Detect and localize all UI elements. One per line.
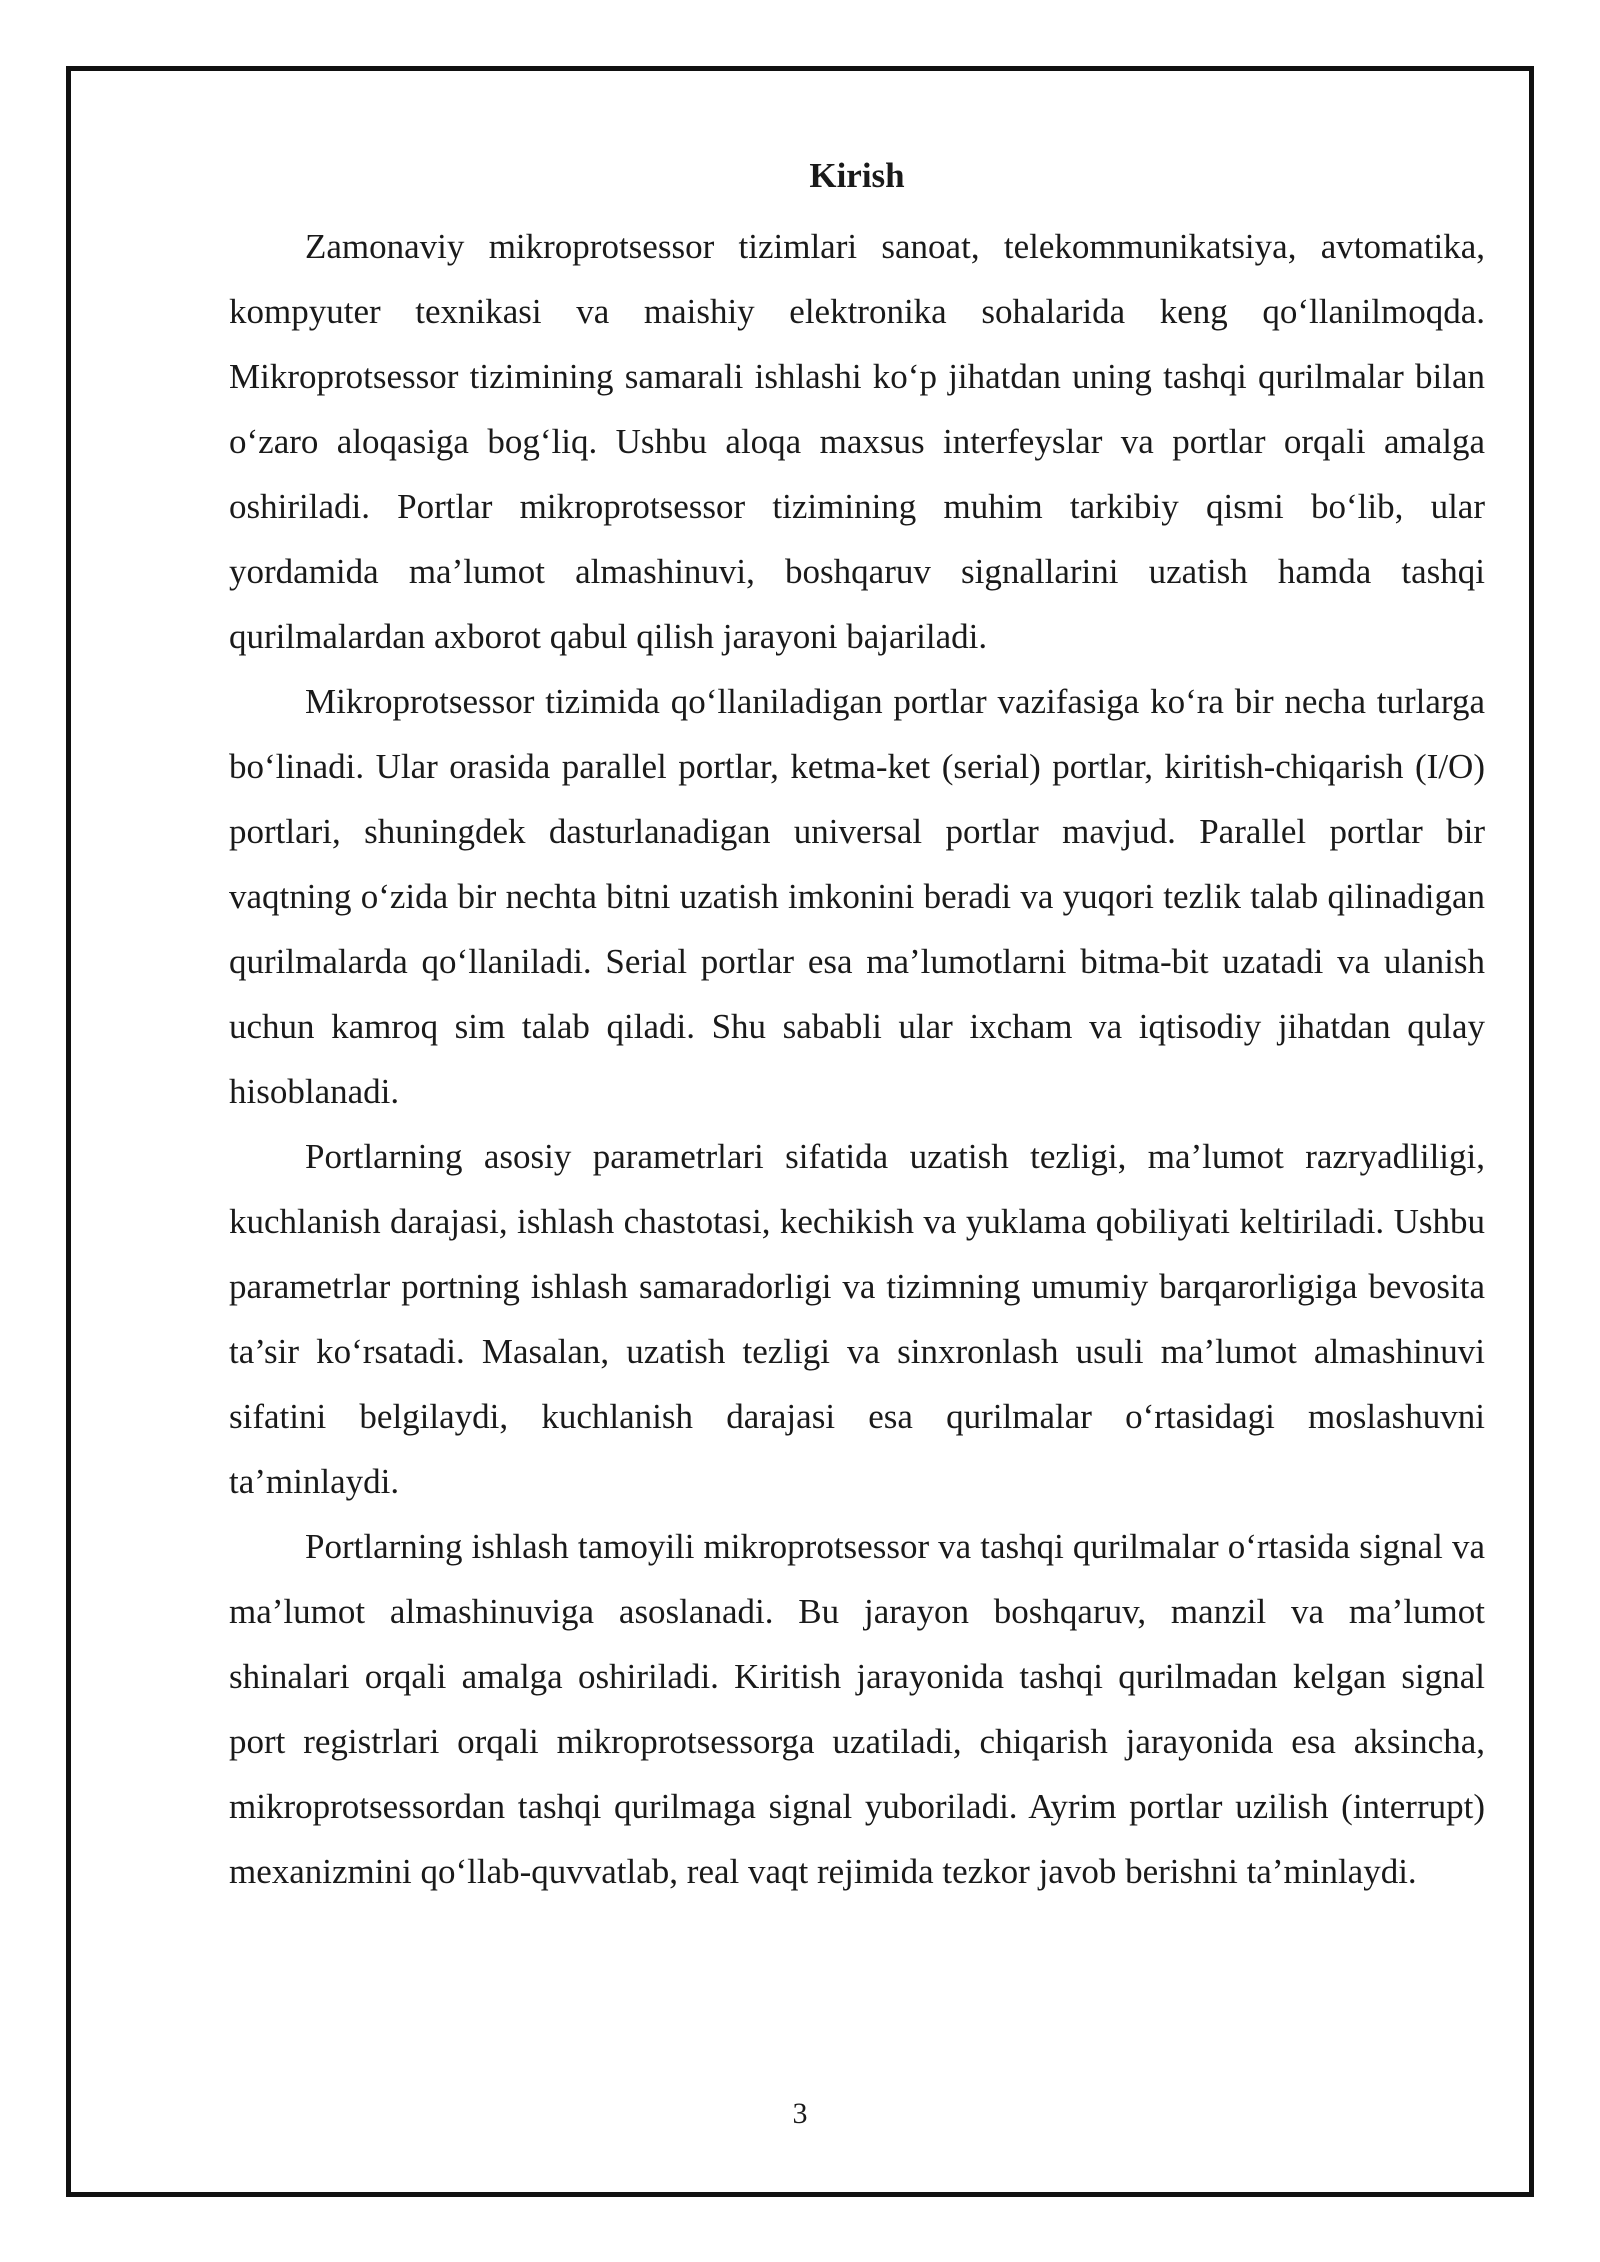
paragraph-4: Portlarning ishlash tamoyili mikroprotsessor va tashqi qurilmalar o‘rtasida signal va ma’lumot almashinuviga asoslanadi. Bu jarayon boshqaruv, manzil va ma’lumot shinalari orqali amalga oshiriladi. Kiritish jarayonida tashqi qurilmadan kelgan signal port registrlari orqali mikroprotsessorga uzatiladi, chiqarish jarayonida esa aksincha, mikroprotsessordan tashqi qurilmaga signal yuboriladi. Ayrim portlar uzilish (interrupt) mexanizmini qo‘llab-quvvatlab, real vaqt rejimida tezkor javob berishni ta’minlaydi.: [229, 1527, 1485, 1891]
paragraph-1: Zamonaviy mikroprotsessor tizimlari sanoat, telekommunikatsiya, avtomatika, kompyuter texnikasi va maishiy elektronika sohalarida keng qo‘llanilmoqda. Mikroprotsessor tizimining samarali ishlashi ko‘p jihatdan uning tashqi qurilmalar bilan o‘zaro aloqasiga bog‘liq. Ushbu aloqa maxsus interfeyslar va portlar orqali amalga oshiriladi. Portlar mikroprotsessor tizimining muhim tarkibiy qismi bo‘lib, ular yordamida ma’lumot almashinuvi, boshqaruv signallarini uzatish hamda tashqi qurilmalardan axborot qabul qilish jarayoni bajariladi.: [229, 227, 1485, 656]
page-content: [229, 147, 1485, 1904]
section-title: Kirish: [809, 156, 905, 195]
page-number: 3: [792, 2097, 808, 2130]
paragraph-3: Portlarning asosiy parametrlari sifatida uzatish tezligi, ma’lumot razryadliligi, kuchlanish darajasi, ishlash chastotasi, kechikish va yuklama qobiliyati keltiriladi. Ushbu parametrlar portning ishlash samaradorligi va tizimning umumiy barqarorligiga bevosita ta’sir ko‘rsatadi. Masalan, uzatish tezligi va sinxronlash usuli ma’lumot almashinuvi sifatini belgilaydi, kuchlanish darajasi esa qurilmalar o‘rtasidagi moslashuvni ta’minlaydi.: [229, 1137, 1485, 1501]
paragraph-2: Mikroprotsessor tizimida qo‘llaniladigan portlar vazifasiga ko‘ra bir necha turlarga bo‘linadi. Ular orasida parallel portlar, ketma-ket (serial) portlar, kiritish-chiqarish (I/O) portlari, shuningdek dasturlanadigan universal portlar mavjud. Parallel portlar bir vaqtning o‘zida bir nechta bitni uzatish imkonini beradi va yuqori tezlik talab qilinadigan qurilmalarda qo‘llaniladi. Serial portlar esa ma’lumotlarni bitma-bit uzatadi va ulanish uchun kamroq sim talab qiladi. Shu sababli ular ixcham va iqtisodiy jihatdan qulay hisoblanadi.: [229, 682, 1485, 1111]
